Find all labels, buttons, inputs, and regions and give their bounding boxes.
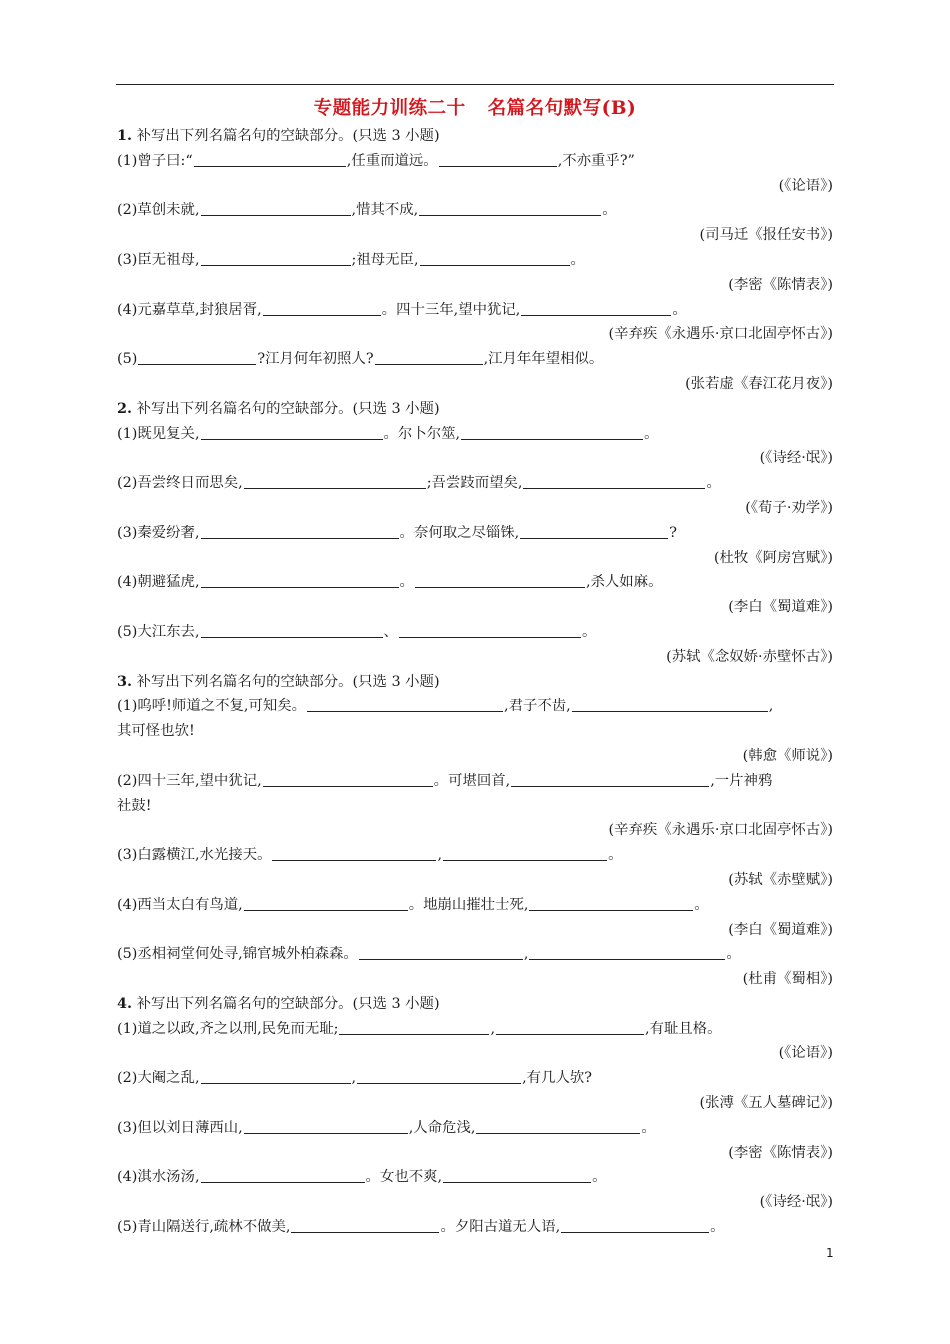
answer-blank[interactable] bbox=[201, 1167, 365, 1183]
answer-blank[interactable] bbox=[291, 1217, 439, 1233]
source-citation: (辛弃疾《永遇乐·京口北固亭怀古》) bbox=[608, 326, 833, 343]
source-citation: (苏轼《赤壁赋》) bbox=[728, 871, 833, 888]
answer-blank[interactable] bbox=[375, 349, 483, 365]
answer-blank[interactable] bbox=[496, 1019, 644, 1035]
source-citation: (司马迁《报任安书》) bbox=[699, 227, 833, 244]
answer-blank[interactable] bbox=[415, 572, 585, 588]
document-page bbox=[117, 94, 833, 1240]
section-1 bbox=[117, 124, 833, 397]
source-citation: (张溥《五人墓碑记》) bbox=[699, 1095, 833, 1112]
question-line: (1)道之以政,齐之以刑,民免而无耻; , ,有耻且格。 bbox=[117, 1020, 722, 1037]
question-line: (2)四十三年,望中犹记, 。可堪回首, ,一片神鸦 bbox=[117, 772, 773, 789]
source-citation: (杜牧《阿房宫赋》) bbox=[713, 549, 833, 566]
title-left: 专题能力训练二十 bbox=[313, 98, 466, 119]
question-line: (4)西当太白有鸟道, 。地崩山摧壮士死, 。 bbox=[117, 896, 709, 913]
answer-blank[interactable] bbox=[443, 1167, 591, 1183]
title-right: 名篇名句默写(B) bbox=[487, 98, 637, 119]
question-continuation: 其可怪也欤! bbox=[117, 723, 195, 740]
answer-blank[interactable] bbox=[138, 349, 256, 365]
answer-blank[interactable] bbox=[263, 300, 381, 316]
source-citation: (韩愈《师说》) bbox=[742, 747, 833, 764]
answer-blank[interactable] bbox=[201, 572, 399, 588]
section-heading: 2. 补写出下列名篇名句的空缺部分。(只选 3 小题) bbox=[117, 399, 440, 417]
question-line: (2)吾尝终日而思矣, ;吾尝跂而望矣, 。 bbox=[117, 475, 721, 492]
question-line: (2)大阉之乱, , ,有几人欤? bbox=[117, 1070, 592, 1087]
answer-blank[interactable] bbox=[561, 1217, 709, 1233]
answer-blank[interactable] bbox=[419, 200, 601, 216]
section-2 bbox=[117, 397, 833, 670]
question-line: (3)但以刘日薄西山, ,人命危浅, 。 bbox=[117, 1119, 656, 1136]
answer-blank[interactable] bbox=[572, 696, 768, 712]
question-line: (3)秦爱纷奢, 。奈何取之尽锱铢, ? bbox=[117, 524, 677, 541]
source-citation: (《诗经·氓》) bbox=[759, 450, 833, 467]
answer-blank[interactable] bbox=[420, 250, 570, 266]
section-3 bbox=[117, 670, 833, 992]
question-line: (5) ?江月何年初照人? ,江月年年望相似。 bbox=[117, 351, 604, 368]
answer-blank[interactable] bbox=[399, 622, 581, 638]
source-citation: (《诗经·氓》) bbox=[759, 1194, 833, 1211]
answer-blank[interactable] bbox=[359, 944, 523, 960]
answer-blank[interactable] bbox=[476, 1118, 640, 1134]
answer-blank[interactable] bbox=[521, 300, 671, 316]
answer-blank[interactable] bbox=[307, 696, 503, 712]
page-number: 1 bbox=[826, 1246, 834, 1260]
source-citation: (李密《陈情表》) bbox=[728, 1144, 833, 1161]
question-line: (5)大江东去, 、 。 bbox=[117, 623, 597, 640]
section-heading: 1. 补写出下列名篇名句的空缺部分。(只选 3 小题) bbox=[117, 127, 440, 144]
answer-blank[interactable] bbox=[194, 151, 346, 167]
answer-blank[interactable] bbox=[523, 473, 705, 489]
source-citation: (李密《陈情表》) bbox=[728, 276, 833, 293]
answer-blank[interactable] bbox=[263, 771, 433, 787]
page-title bbox=[117, 94, 833, 124]
answer-blank[interactable] bbox=[244, 895, 408, 911]
question-line: (5)丞相祠堂何处寻,锦官城外柏森森。 , 。 bbox=[117, 946, 741, 963]
source-citation: (《论语》) bbox=[778, 177, 833, 194]
answer-blank[interactable] bbox=[201, 622, 383, 638]
source-citation: (辛弃疾《永遇乐·京口北固亭怀古》) bbox=[608, 822, 833, 839]
question-line: (4)元嘉草草,封狼居胥, 。四十三年,望中犹记, 。 bbox=[117, 301, 687, 318]
section-heading: 3. 补写出下列名篇名句的空缺部分。(只选 3 小题) bbox=[117, 672, 440, 690]
source-citation: (杜甫《蜀相》) bbox=[742, 971, 833, 988]
answer-blank[interactable] bbox=[201, 200, 351, 216]
answer-blank[interactable] bbox=[439, 151, 557, 167]
question-line: (1)呜呼!师道之不复,可知矣。 ,君子不齿, , bbox=[117, 698, 774, 715]
answer-blank[interactable] bbox=[511, 771, 709, 787]
answer-blank[interactable] bbox=[201, 523, 399, 539]
answer-blank[interactable] bbox=[201, 1068, 351, 1084]
answer-blank[interactable] bbox=[244, 473, 426, 489]
question-line: (1)既见复关, 。尔卜尔筮, 。 bbox=[117, 425, 659, 442]
section-4 bbox=[117, 992, 833, 1240]
source-citation: (李白《蜀道难》) bbox=[728, 599, 833, 616]
answer-blank[interactable] bbox=[520, 523, 668, 539]
answer-blank[interactable] bbox=[357, 1068, 521, 1084]
source-citation: (张若虚《春江花月夜》) bbox=[685, 375, 833, 392]
question-line: (4)朝避猛虎, 。 ,杀人如麻。 bbox=[117, 574, 663, 591]
source-citation: (苏轼《念奴娇·赤壁怀古》) bbox=[666, 648, 833, 665]
source-citation: (《荀子·劝学》) bbox=[745, 499, 833, 516]
source-citation: (《论语》) bbox=[778, 1045, 833, 1062]
answer-blank[interactable] bbox=[529, 944, 725, 960]
question-line: (1)曾子曰:“ ,任重而道远。 ,不亦重乎?” bbox=[117, 152, 635, 169]
answer-blank[interactable] bbox=[201, 424, 383, 440]
answer-blank[interactable] bbox=[529, 895, 693, 911]
question-line: (2)草创未就, ,惜其不成, 。 bbox=[117, 202, 617, 219]
answer-blank[interactable] bbox=[272, 845, 436, 861]
source-citation: (李白《蜀道难》) bbox=[728, 921, 833, 938]
answer-blank[interactable] bbox=[244, 1118, 408, 1134]
question-line: (5)青山隔送行,疏林不做美, 。夕阳古道无人语, 。 bbox=[117, 1219, 725, 1236]
question-line: (3)白露横江,水光接天。 , 。 bbox=[117, 847, 623, 864]
answer-blank[interactable] bbox=[201, 250, 351, 266]
answer-blank[interactable] bbox=[461, 424, 643, 440]
answer-blank[interactable] bbox=[339, 1019, 489, 1035]
section-heading: 4. 补写出下列名篇名句的空缺部分。(只选 3 小题) bbox=[117, 994, 440, 1012]
question-line: (4)淇水汤汤, 。女也不爽, 。 bbox=[117, 1169, 607, 1186]
answer-blank[interactable] bbox=[443, 845, 607, 861]
top-rule bbox=[116, 84, 834, 85]
question-line: (3)臣无祖母, ;祖母无臣, 。 bbox=[117, 251, 585, 268]
question-continuation: 社鼓! bbox=[117, 797, 152, 814]
